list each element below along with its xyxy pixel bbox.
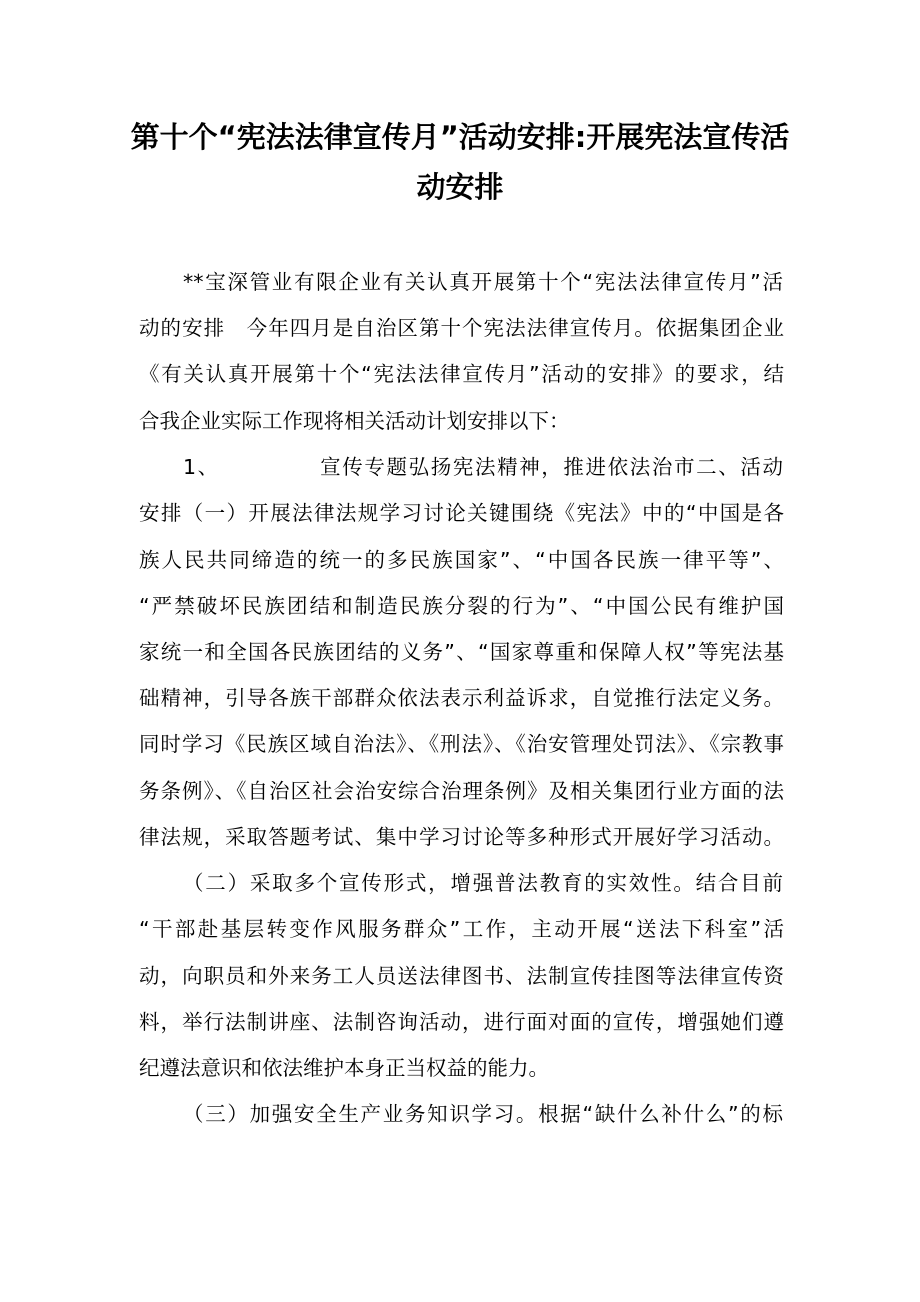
body-line: **宝深管业有限企业有关认真开展第十个“宪法法律宣传月”活 bbox=[183, 270, 783, 294]
body-line: 律法规，采取答题考试、集中学习讨论等多种形式开展好学习活动。 bbox=[139, 825, 784, 849]
body-line: （二）采取多个宣传形式，增强普法教育的实效性。结合目前 bbox=[183, 871, 783, 895]
body-line: 家统一和全国各民族团结的义务”、“国家尊重和保障人权”等宪法基 bbox=[139, 640, 784, 664]
document-title-line-2: 动安排 bbox=[416, 170, 504, 204]
body-line: 务条例》、《自治区社会治安综合治理条例》及相关集团行业方面的法 bbox=[139, 779, 784, 803]
body-line: 同时学习《民族区域自治法》、《刑法》、《治安管理处罚法》、《宗教事 bbox=[139, 732, 784, 756]
body-line: 合我企业实际工作现将相关活动计划安排以下： bbox=[139, 409, 570, 433]
document-title-line-1: 第十个“宪法法律宣传月”活动安排:开展宪法宣传活 bbox=[130, 120, 790, 154]
body-line: 《有关认真开展第十个“宪法法律宣传月”活动的安排》的要求，结 bbox=[139, 362, 784, 386]
body-line: 安排（一）开展法律法规学习讨论关键围绕《宪法》中的“中国是各 bbox=[139, 501, 784, 525]
body-line: 动的安排 今年四月是自治区第十个宪法法律宣传月。依据集团企业 bbox=[139, 316, 784, 340]
body-line: 1、 宣传专题弘扬宪法精神，推进依法治市二、活动 bbox=[183, 455, 783, 479]
body-line: “干部赴基层转变作风服务群众”工作，主动开展“送法下科室”活 bbox=[139, 917, 784, 941]
body-line: 动，向职员和外来务工人员送法律图书、法制宣传挂图等法律宣传资 bbox=[139, 964, 784, 988]
body-line: 料，举行法制讲座、法制咨询活动，进行面对面的宣传，增强她们遵 bbox=[139, 1010, 784, 1034]
body-line: “严禁破坏民族团结和制造民族分裂的行为”、“中国公民有维护国 bbox=[139, 594, 784, 618]
body-line: 础精神，引导各族干部群众依法表示利益诉求，自觉推行法定义务。 bbox=[139, 686, 784, 710]
body-line: （三）加强安全生产业务知识学习。根据“缺什么补什么”的标 bbox=[183, 1102, 783, 1126]
body-line: 纪遵法意识和依法维护本身正当权益的能力。 bbox=[139, 1056, 549, 1080]
body-line: 族人民共同缔造的统一的多民族国家”、“中国各民族一律平等”、 bbox=[139, 548, 784, 572]
